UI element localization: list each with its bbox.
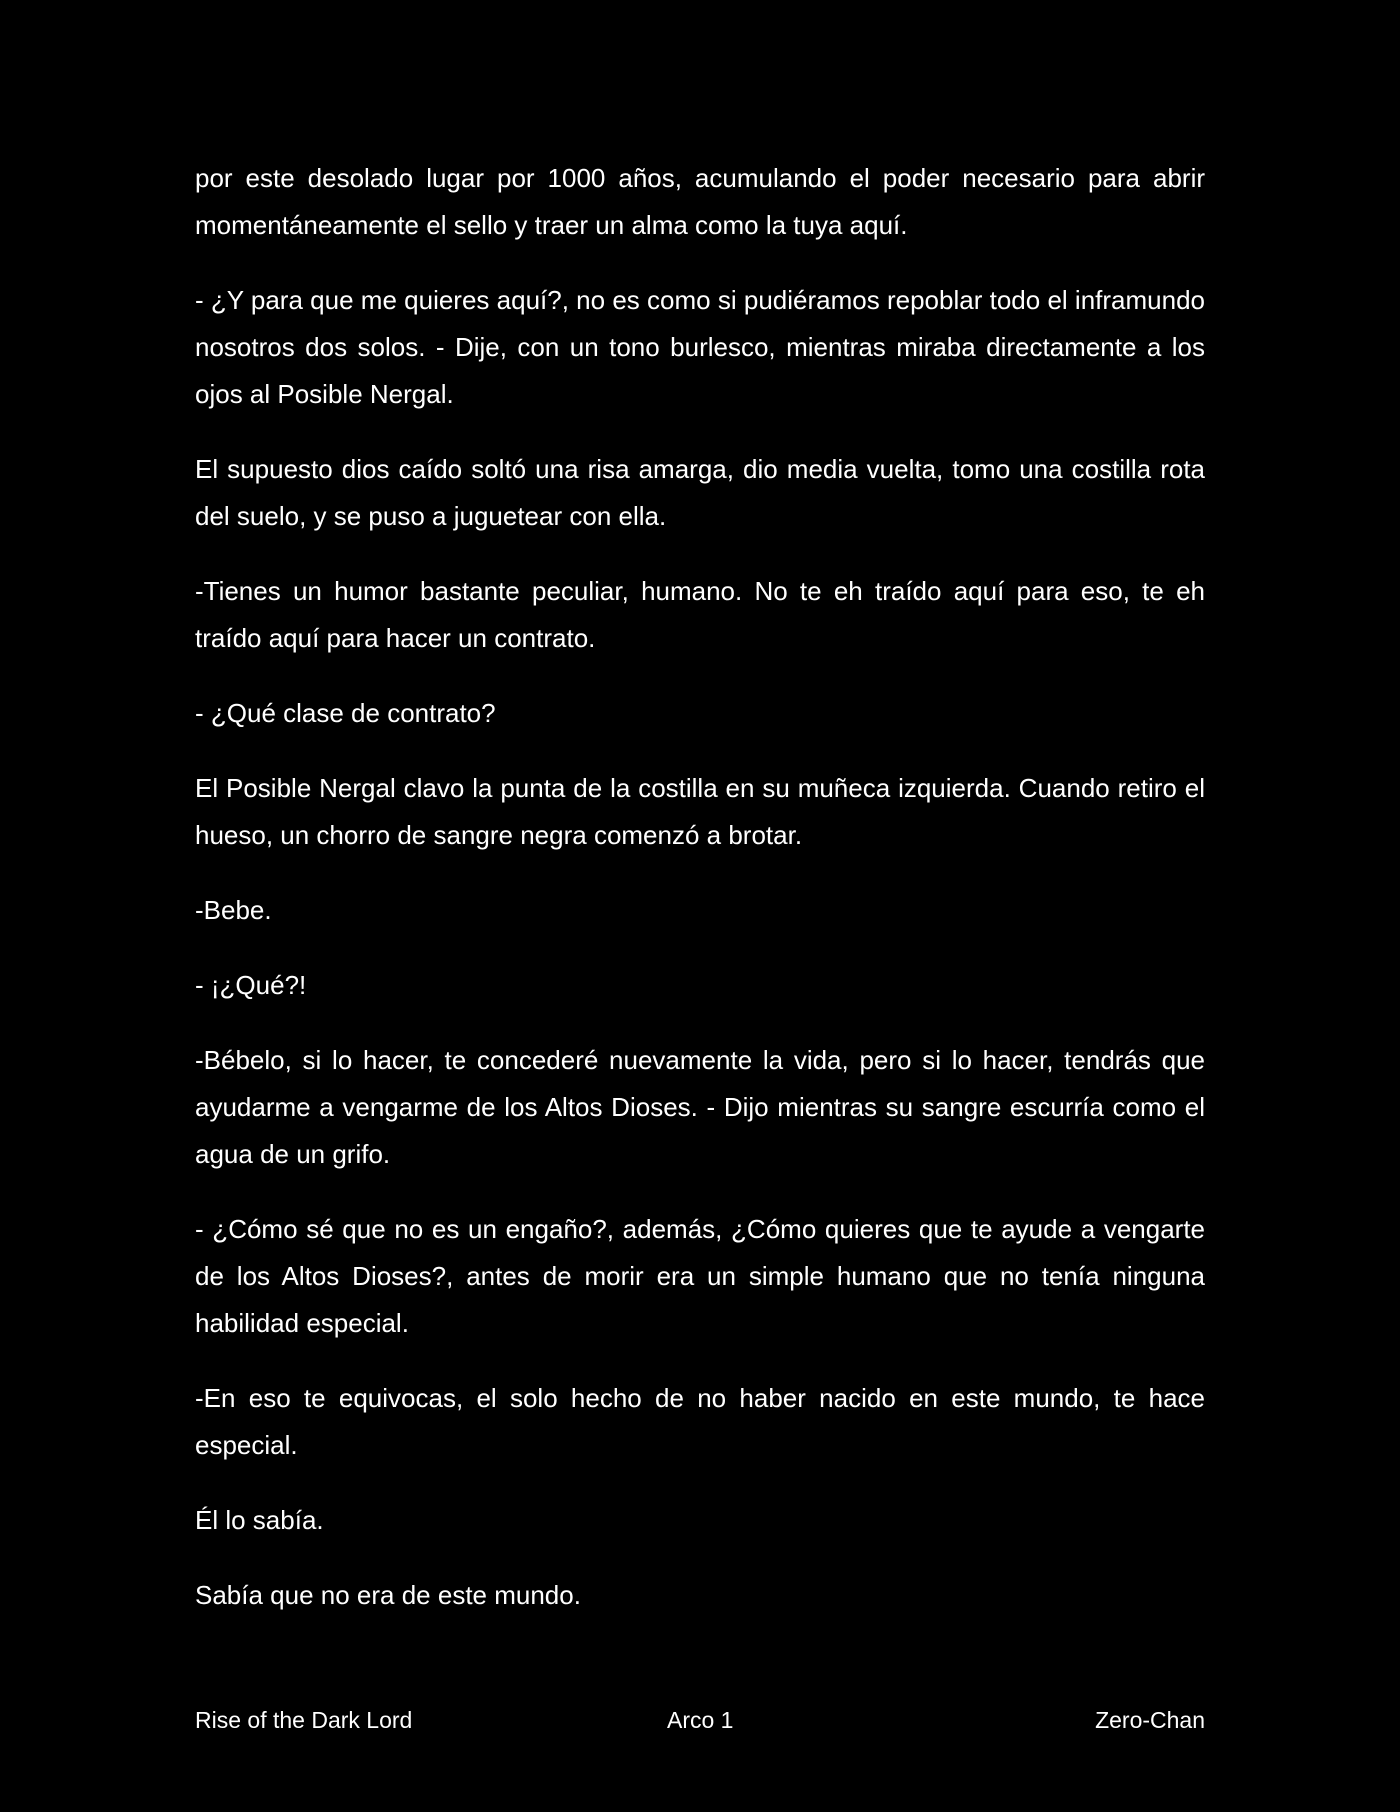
paragraph: -Bébelo, si lo hacer, te concederé nuevamente la vida, pero si lo hacer, tendrás que ayudarme a vengarme de los Altos Dioses. - Dijo mientras su sangre escurría como el agua de un grifo. bbox=[195, 1045, 1205, 1169]
paragraph: - ¡¿Qué?! bbox=[195, 970, 307, 1000]
paragraph: -En eso te equivocas, el solo hecho de no haber nacido en este mundo, te hace especial. bbox=[195, 1383, 1205, 1460]
paragraph: -Bebe. bbox=[195, 895, 272, 925]
paragraph: - ¿Qué clase de contrato? bbox=[195, 698, 496, 728]
paragraph: El Posible Nergal clavo la punta de la costilla en su muñeca izquierda. Cuando retiro el hueso, un chorro de sangre negra comenzó a brotar. bbox=[195, 773, 1205, 850]
page-body bbox=[195, 155, 1205, 1647]
paragraph: - ¿Y para que me quieres aquí?, no es como si pudiéramos repoblar todo el inframundo nosotros dos solos. - Dije, con un tono burlesco, mientras miraba directamente a los ojos al Posible Nergal. bbox=[195, 285, 1205, 409]
footer-author: Zero-Chan bbox=[1095, 1707, 1205, 1733]
paragraph: Sabía que no era de este mundo. bbox=[195, 1580, 581, 1610]
paragraph: El supuesto dios caído soltó una risa amarga, dio media vuelta, tomo una costilla rota del suelo, y se puso a juguetear con ella. bbox=[195, 454, 1205, 531]
footer-book-title: Rise of the Dark Lord bbox=[195, 1707, 413, 1733]
paragraph: por este desolado lugar por 1000 años, acumulando el poder necesario para abrir momentáneamente el sello y traer un alma como la tuya aquí. bbox=[195, 163, 1205, 240]
paragraph: -Tienes un humor bastante peculiar, humano. No te eh traído aquí para eso, te eh traído aquí para hacer un contrato. bbox=[195, 576, 1205, 653]
page-footer bbox=[195, 1700, 1205, 1740]
paragraph: Él lo sabía. bbox=[195, 1505, 324, 1535]
footer-arc-label: Arco 1 bbox=[667, 1707, 734, 1733]
paragraph: - ¿Cómo sé que no es un engaño?, además, ¿Cómo quieres que te ayude a vengarte de los Altos Dioses?, antes de morir era un simple humano que no tenía ninguna habilidad especial. bbox=[195, 1214, 1205, 1338]
